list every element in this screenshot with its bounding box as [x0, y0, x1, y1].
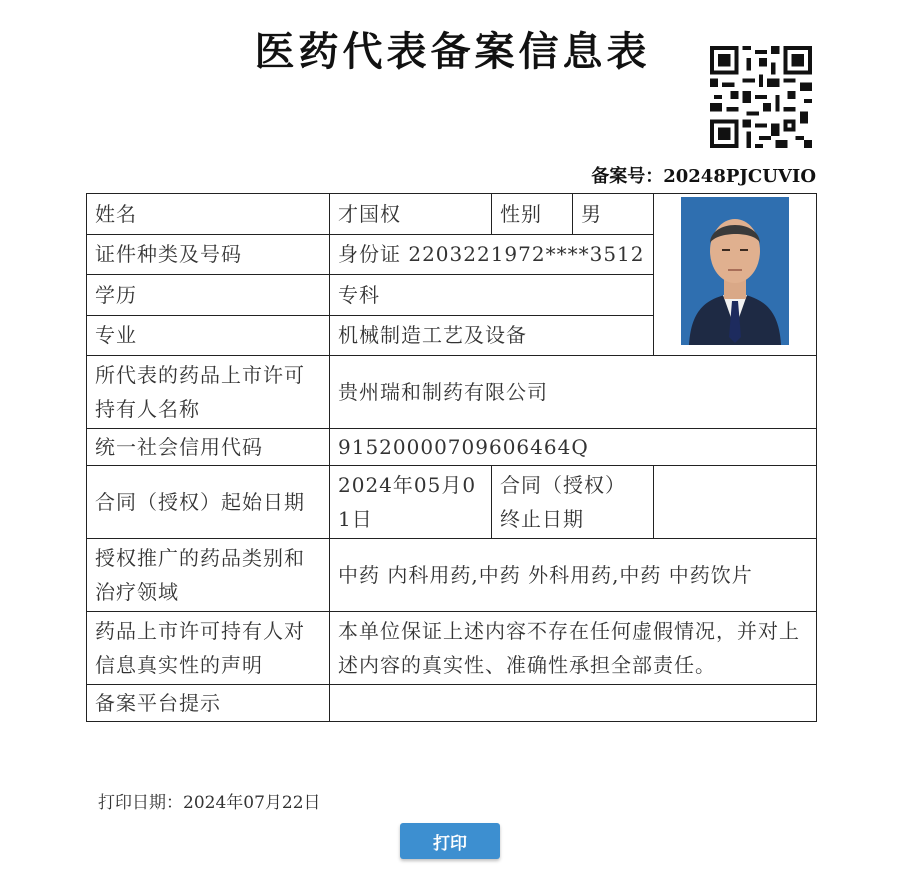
portrait-photo: [681, 197, 789, 345]
table-row: [87, 466, 817, 539]
statement-label: 药品上市许可持有人对信息真实性的声明: [87, 612, 330, 685]
page-title: 医药代表备案信息表: [254, 28, 651, 75]
statement-value: 本单位保证上述内容不存在任何虚假情况，并对上述内容的真实性、准确性承担全部责任。: [330, 612, 817, 685]
credit-label: 统一社会信用代码: [87, 429, 330, 466]
education-value: 专科: [330, 275, 654, 316]
notice-value: [330, 685, 817, 722]
gender-value: 男: [573, 194, 654, 235]
table-row: [87, 539, 817, 612]
record-number: 备案号：20248PJCUVIO: [591, 166, 816, 187]
holder-label: 所代表的药品上市许可持有人名称: [87, 356, 330, 429]
credit-value: 91520000709606464Q: [330, 429, 817, 466]
start-date-label: 合同（授权）起始日期: [87, 466, 330, 539]
scope-label: 授权推广的药品类别和治疗领域: [87, 539, 330, 612]
name-value: 才国权: [330, 194, 492, 235]
qr-code-icon: [710, 46, 812, 148]
photo-cell: [654, 194, 817, 356]
table-row: [87, 194, 817, 235]
scope-value: 中药 内科用药,中药 外科用药,中药 中药饮片: [330, 539, 817, 612]
gender-label: 性别: [492, 194, 573, 235]
education-label: 学历: [87, 275, 330, 316]
id-value: 身份证 2203221972****3512: [330, 234, 654, 275]
table-row: [87, 685, 817, 722]
holder-value: 贵州瑞和制药有限公司: [330, 356, 817, 429]
start-date-value: 2024年05月01日: [330, 466, 492, 539]
info-table: [86, 193, 817, 722]
print-date: 打印日期：2024年07月22日: [98, 793, 321, 813]
table-row: [87, 429, 817, 466]
major-value: 机械制造工艺及设备: [330, 315, 654, 356]
table-row: [87, 612, 817, 685]
id-label: 证件种类及号码: [87, 234, 330, 275]
major-label: 专业: [87, 315, 330, 356]
table-row: [87, 356, 817, 429]
notice-label: 备案平台提示: [87, 685, 330, 722]
end-date-label: 合同（授权）终止日期: [492, 466, 654, 539]
name-label: 姓名: [87, 194, 330, 235]
end-date-value: [654, 466, 817, 539]
print-button[interactable]: 打印: [400, 823, 500, 859]
